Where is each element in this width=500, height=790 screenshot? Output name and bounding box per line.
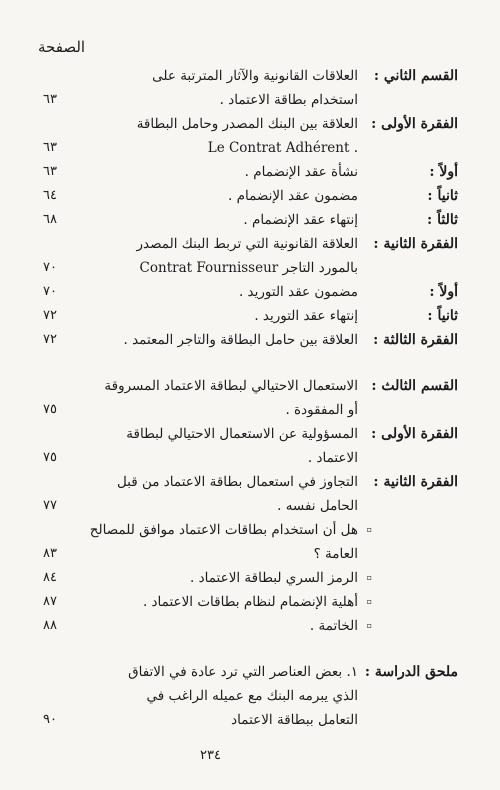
toc-row [0, 566, 500, 590]
toc-row-page-number: ٦٣ [43, 164, 57, 179]
page-number: ٢٣٤ [200, 748, 221, 763]
toc-row-title: التعامل ببطاقة الاعتماد [231, 712, 358, 728]
toc-row-page-number: ٦٣ [43, 140, 57, 155]
toc-row-title: العلاقة بين البنك المصدر وحامل البطاقة [136, 116, 358, 132]
toc-row-title: الذي يبرمه البنك مع عميله الراغب في [146, 688, 358, 704]
toc-row [0, 304, 500, 328]
toc-row-heading: الفقرة الأولى : [371, 426, 458, 442]
toc-row-title: مضمون عقد الإنضمام . [228, 188, 358, 204]
toc-row-heading: الفقرة الثانية : [373, 474, 458, 490]
toc-row-page-number: ٦٤ [43, 188, 57, 203]
toc-row-heading: ثانياً : [427, 308, 458, 324]
toc-row [0, 398, 500, 422]
toc-row [0, 232, 500, 256]
toc-row [0, 684, 500, 708]
toc-row-title: العلاقات القانونية والآثار المترتبة على [152, 68, 358, 84]
toc-row-page-number: ٦٣ [43, 92, 57, 107]
toc-row-page-number: ٨٨ [43, 618, 57, 633]
toc-row [0, 494, 500, 518]
toc-row-title: مضمون عقد التوريد . [238, 284, 358, 300]
toc-row [0, 160, 500, 184]
toc-row [0, 88, 500, 112]
bullet-icon: ▫ [366, 525, 372, 534]
toc-row-page-number: ٧٥ [43, 450, 57, 465]
toc-row-page-number: ٧٢ [43, 308, 57, 323]
toc-row-page-number: ٧٥ [43, 402, 57, 417]
toc-row [0, 542, 500, 566]
toc-row-title: الرمز السري لبطاقة الاعتماد . [190, 570, 358, 586]
toc-row [0, 446, 500, 470]
toc-row [0, 614, 500, 638]
toc-row-title: المسؤولية عن الاستعمال الاحتيالي لبطاقة [126, 426, 358, 442]
toc-row-title: العامة ؟ [313, 546, 358, 562]
toc-row-title: أو المفقودة . [285, 402, 358, 418]
toc-row-title: هل أن استخدام بطاقات الاعتماد موافق للمصالح [89, 522, 358, 538]
toc-row [0, 328, 500, 352]
toc-row-title: الاستعمال الاحتيالي لبطاقة الاعتماد المسروقة [104, 378, 358, 394]
toc-row [0, 280, 500, 304]
toc-row-heading: ثالثاً : [427, 212, 458, 228]
toc-row-heading: القسم الثالث : [371, 378, 458, 394]
toc-row-page-number: ٨٧ [43, 594, 57, 609]
toc-row-title: نشأة عقد الإنضمام . [244, 164, 358, 180]
toc-row-title: بالمورد التاجر Contrat Fournisseur [139, 260, 358, 276]
toc-row-title: الخاتمة . [309, 618, 358, 634]
toc-row [0, 708, 500, 732]
toc-row-title: أهلية الإنضمام لنظام بطاقات الاعتماد . [142, 594, 358, 610]
toc-row-title: العلاقة بين حامل البطاقة والتاجر المعتمد . [123, 332, 358, 348]
toc-row-heading: الفقرة الثالثة : [373, 332, 458, 348]
toc-row [0, 470, 500, 494]
bullet-icon: ▫ [366, 597, 372, 606]
toc-row-heading: الفقرة الثانية : [373, 236, 458, 252]
toc-row-title: التجاوز في استعمال بطاقة الاعتماد من قبل [116, 474, 358, 490]
toc-row-title: استخدام بطاقة الاعتماد . [219, 92, 358, 108]
toc-row [0, 112, 500, 136]
toc-row-title: إنتهاء عقد التوريد . [254, 308, 358, 324]
toc-row-heading: الفقرة الأولى : [371, 116, 458, 132]
toc-row [0, 208, 500, 232]
toc-row [0, 184, 500, 208]
toc-row [0, 590, 500, 614]
toc-row-heading: أولاً : [429, 164, 458, 180]
toc-row-title: ١. بعض العناصر التي ترد عادة في الاتفاق [128, 664, 358, 680]
toc-row-page-number: ٨٤ [43, 570, 57, 585]
toc-row [0, 660, 500, 684]
toc-row-title: الاعتماد . [307, 450, 358, 466]
bullet-icon: ▫ [366, 573, 372, 582]
toc-row-heading: أولاً : [429, 284, 458, 300]
toc-row-page-number: ٨٣ [43, 546, 57, 561]
toc-row [0, 374, 500, 398]
bullet-icon: ▫ [366, 621, 372, 630]
toc-row-page-number: ٧٢ [43, 332, 57, 347]
toc-row-page-number: ٧٧ [43, 498, 57, 513]
toc-row-heading: ملحق الدراسة : [364, 664, 458, 680]
page-column-header: الصفحة [38, 38, 86, 56]
toc-row [0, 422, 500, 446]
toc-row-heading: ثانياً : [427, 188, 458, 204]
toc-row-page-number: ٩٠ [43, 712, 57, 727]
toc-row [0, 64, 500, 88]
toc-row-title: إنتهاء عقد الإنضمام . [243, 212, 358, 228]
toc-row [0, 518, 500, 542]
toc-row-page-number: ٦٨ [43, 212, 57, 227]
toc-row-page-number: ٧٠ [43, 284, 57, 299]
toc-row-title: العلاقة القانونية التي تربط البنك المصدر [136, 236, 358, 252]
toc-row-page-number: ٧٠ [43, 260, 57, 275]
toc-row [0, 136, 500, 160]
toc-row [0, 256, 500, 280]
toc-row-title: Le Contrat Adhérent . [207, 140, 358, 156]
toc-row-heading: القسم الثاني : [373, 68, 458, 84]
toc-row-title: الحامل نفسه . [277, 498, 358, 514]
